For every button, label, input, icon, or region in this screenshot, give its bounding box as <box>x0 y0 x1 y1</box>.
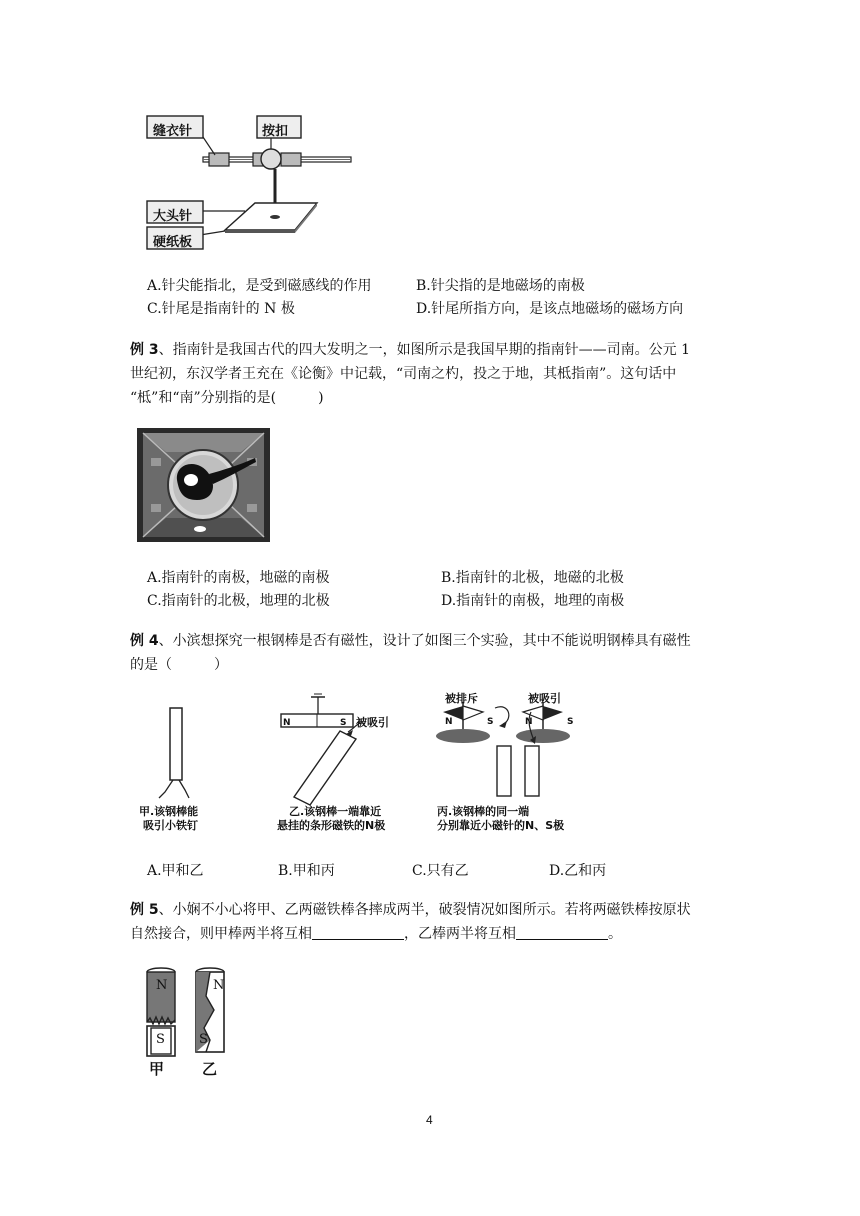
option-c: C.只有乙 <box>412 863 469 879</box>
option-a: A.指南针的南极，地磁的南极 <box>147 570 330 586</box>
question-4 <box>130 629 740 677</box>
option-b: B.针尖指的是地磁场的南极 <box>416 278 585 294</box>
pole-s-label: S <box>340 718 347 728</box>
label-jia: 甲 <box>149 1060 165 1078</box>
pole-s-label: S <box>567 717 574 727</box>
question-text-line: ，乙棒两半将互相 <box>404 926 516 942</box>
sinan-drawing <box>137 428 270 542</box>
option-a: A.甲和乙 <box>147 863 204 879</box>
option-b: B.指南针的北极，地磁的北极 <box>441 570 624 586</box>
option-c: C.指南针的北极，地理的北极 <box>147 593 330 609</box>
label-attracted: 被吸引 <box>528 692 561 705</box>
label-repelled: 被排斥 <box>445 692 478 705</box>
figure-magnetism-experiments <box>135 690 605 835</box>
question-number: 例 4 <box>130 633 159 649</box>
caption-yi: 乙.该钢棒一端靠近 悬挂的条形磁铁的N极 <box>277 805 386 832</box>
label-cardboard: 硬纸板 <box>153 235 193 250</box>
question-text-line: 世纪初，东汉学者王充在《论衡》中记载，“司南之杓，投之于地，其柢指南”。这句话中 <box>130 366 677 382</box>
question-text-line: 。 <box>608 926 622 942</box>
label-snap-button: 按扣 <box>262 124 289 139</box>
question-3 <box>130 338 740 410</box>
figure-needle-compass <box>145 115 360 255</box>
figure-broken-magnets <box>140 966 240 1084</box>
label-yi: 乙 <box>202 1060 218 1078</box>
option-b: B.甲和丙 <box>278 863 335 879</box>
pole-n-label: N <box>213 978 225 993</box>
figure-sinan-photo <box>137 428 270 542</box>
question-text-line: “柢”和“南”分别指的是( ) <box>130 390 324 406</box>
question-text-line: 自然接合，则甲棒两半将互相 <box>130 926 312 942</box>
label-attracted: 被吸引 <box>356 716 389 729</box>
question-5 <box>130 898 740 946</box>
pole-n-label: N <box>283 718 291 728</box>
label-sewing-needle: 缝衣针 <box>153 124 193 139</box>
question-number: 例 3 <box>130 342 159 358</box>
option-c: C.针尾是指南针的 N 极 <box>147 301 295 317</box>
option-d: D.针尾所指方向，是该点地磁场的磁场方向 <box>416 301 684 317</box>
option-a: A.针尖能指北，是受到磁感线的作用 <box>147 278 372 294</box>
pole-n-label: N <box>445 717 453 727</box>
caption-bing: 丙.该钢棒的同一端 分别靠近小磁针的N、S极 <box>437 805 565 832</box>
option-d: D.乙和丙 <box>549 863 607 879</box>
question-text-line: 、指南针是我国古代的四大发明之一，如图所示是我国早期的指南针——司南。公元 1 <box>158 342 690 358</box>
caption-jia: 甲.该钢棒能 吸引小铁钉 <box>139 805 199 832</box>
question-text-line: 的是（ ） <box>130 657 228 673</box>
question-number: 例 5 <box>130 902 159 918</box>
label-pin: 大头针 <box>153 209 193 224</box>
pole-s-label: S <box>487 717 494 727</box>
question-text-line: 、小滨想探究一根钢棒是否有磁性，设计了如图三个实验，其中不能说明钢棒具有磁性 <box>158 633 691 649</box>
answer-blank-2[interactable] <box>516 925 608 940</box>
pole-n-label: N <box>525 717 533 727</box>
question-text-line: 、小娴不小心将甲、乙两磁铁棒各摔成两半，破裂情况如图所示。若将两磁铁棒按原状 <box>158 902 691 918</box>
option-d: D.指南针的南极，地理的南极 <box>441 593 625 609</box>
pole-s-label: S <box>199 1032 208 1047</box>
pole-n-label: N <box>156 978 168 993</box>
answer-blank-1[interactable] <box>312 925 404 940</box>
page-number: 4 <box>426 1113 433 1127</box>
pole-s-label: S <box>156 1032 165 1047</box>
